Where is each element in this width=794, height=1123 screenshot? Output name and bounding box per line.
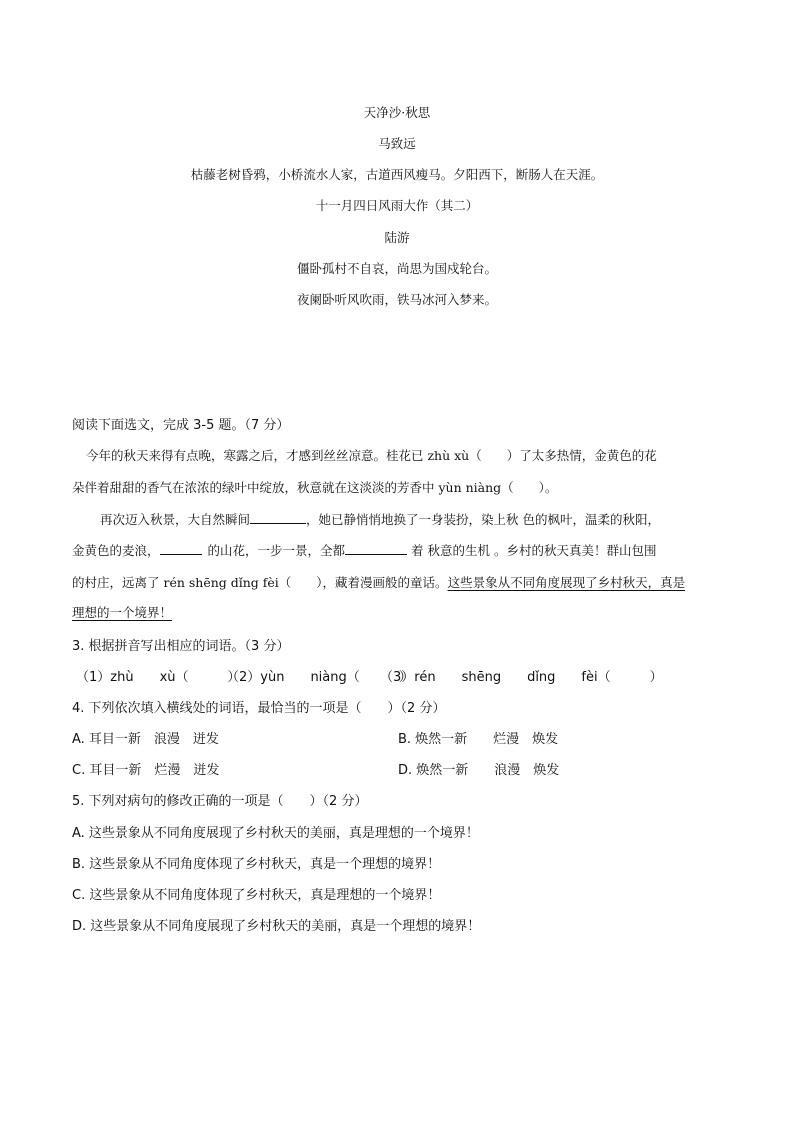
q3-item-1: （1）zhù xù（ ） [76,670,241,685]
passage-text: 的村庄，远离了 rén shēng dǐng fèi（ ），藏着漫画般的童话。 [72,575,448,590]
q5-stem: 5. 下列对病句的修改正确的一项是（ ）（2 分） [72,794,368,809]
underlined-sentence: 这些景象从不同角度展现了乡村秋天，真是 [447,575,686,590]
passage-p1-line2: 朵伴着甜甜的香气在浓浓的绿叶中绽放，秋意就在这淡淡的芳香中 yùn niàng（ ）。 [72,480,558,495]
passage-text: 的山花，一步一景，全都 [207,543,346,558]
poem1-title: 天净沙·秋思 [363,105,431,120]
underlined-sentence: 理想的一个境界！ [72,605,173,620]
q5-option-d[interactable]: D. 这些景象从不同角度展现了乡村秋天的美丽，真是一个理想的境界！ [72,919,481,934]
passage-text: 金黄色的麦浪， [72,543,160,558]
q3-item-3: （3）rén shēng dǐng fèi（ ） [380,670,663,685]
passage-text: 着 秋意的生机 。乡村的秋天真美！群山包围 [411,543,657,558]
q4-option-c[interactable]: C. 耳目一新 烂漫 迸发 [72,763,220,778]
passage-p2-line4 [72,603,172,621]
fill-blank-2[interactable] [160,542,202,555]
passage-text: 再次迈入秋景，大自然瞬间 [100,512,251,527]
poem2-author: 陆游 [384,230,410,245]
poem2-title: 十一月四日风雨大作（其二） [315,198,479,213]
passage-p2-line3 [72,573,685,591]
poem2-line-2: 夜阑卧听风吹雨，铁马冰河入梦来。 [296,292,497,307]
q4-option-a[interactable]: A. 耳目一新 浪漫 迸发 [72,732,219,747]
poem1-line: 枯藤老树昏鸦，小桥流水人家，古道西风瘦马。夕阳西下，断肠人在天涯。 [190,167,604,182]
q5-option-a[interactable]: A. 这些景象从不同角度展现了乡村秋天的美丽，真是理想的一个境界！ [72,826,479,841]
reading-intro: 阅读下面选文，完成 3-5 题。（7 分） [72,418,290,433]
passage-text: ，她已静悄悄地换了一身装扮，染上秋 色的枫叶，温柔的秋阳， [306,512,660,527]
fill-blank-3[interactable] [345,542,407,555]
passage-p1-line1: 今年的秋天来得有点晚，寒露之后，才感到丝丝凉意。桂花已 zhù xù（ ）了太多热情，金黄色的花 [86,448,657,463]
q4-option-d[interactable]: D. 焕然一新 浪漫 焕发 [398,763,560,778]
q3-stem: 3. 根据拼音写出相应的词语。（3 分） [72,639,290,654]
fill-blank-1[interactable] [250,511,306,524]
poem1-author: 马致远 [378,136,416,151]
passage-p2-line2 [72,541,656,559]
q3-item-2: （2）yùn niàng（ ） [226,670,412,685]
q4-option-b[interactable]: B. 焕然一新 烂漫 焕发 [398,732,559,747]
poem2-line-1: 僵卧孤村不自哀，尚思为国戍轮台。 [296,261,497,276]
q4-stem: 4. 下列依次填入横线处的词语，最恰当的一项是（ ）（2 分） [72,701,446,716]
passage-p2-line1 [100,510,660,528]
q5-option-c[interactable]: C. 这些景象从不同角度体现了乡村秋天，真是理想的一个境界！ [72,888,441,903]
q5-option-b[interactable]: B. 这些景象从不同角度体现了乡村秋天，真是一个理想的境界！ [72,857,441,872]
